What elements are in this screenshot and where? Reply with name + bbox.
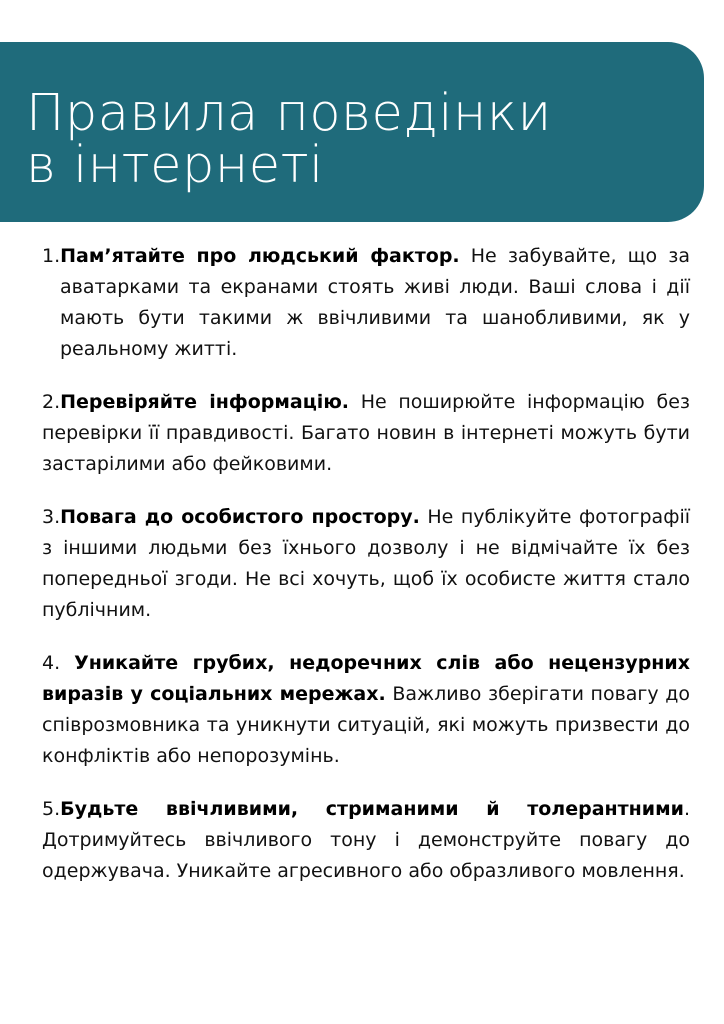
rule-number: 1. [42,245,61,267]
rule-heading: Пам’ятайте про людський фактор. [60,245,460,267]
rule-item-3 [42,502,690,626]
rule-heading: Будьте ввічливими, стриманими й толерантними [60,798,684,820]
rule-number: 4. [42,652,75,674]
rule-heading: Уникайте грубих, недоречних слів або нецензурних виразів у соціальних мережах. [42,652,690,705]
rule-item-2 [42,387,690,480]
rule-heading: Повага до особистого простору. [60,506,420,528]
page-title [26,84,552,195]
rule-text: Важливо зберігати повагу до співрозмовника та уникнути ситуацій, які можуть призвести до конфліктів або непорозумінь. [42,683,690,767]
rule-item-1 [42,241,690,365]
rule-number: 3. [42,506,61,528]
rule-number: 2. [42,391,61,413]
rule-number: 5. [42,798,61,820]
rule-item-5 [42,794,690,887]
page-title-line-2: в інтернеті [26,136,324,195]
rule-text: Не поширюйте інформацію без перевірки її правдивості. Багато новин в інтернеті можуть бути застарілими або фейковими. [42,391,691,475]
rule-heading: Перевіряйте інформацію. [60,391,350,413]
rules-list [42,241,690,887]
page-title-line-1: Правила поведінки [26,84,552,143]
rule-item-4 [42,648,690,772]
rule-text: Не публікуйте фотографії з іншими людьми без їхнього дозволу і не відмічайте їх без попередньої згоди. Не всі хочуть, щоб їх особисте життя стало публічним. [42,506,690,621]
rule-text: Не забувайте, що за аватарками та екранами стоять живі люди. Ваші слова і дії мають бути такими ж ввічливими та шанобливими, як у реальному житті. [60,245,690,360]
rule-text: . Дотримуйтесь ввічливого тону і демонструйте повагу до одержувача. Уникайте агресивного або образливого мовлення. [42,798,690,882]
